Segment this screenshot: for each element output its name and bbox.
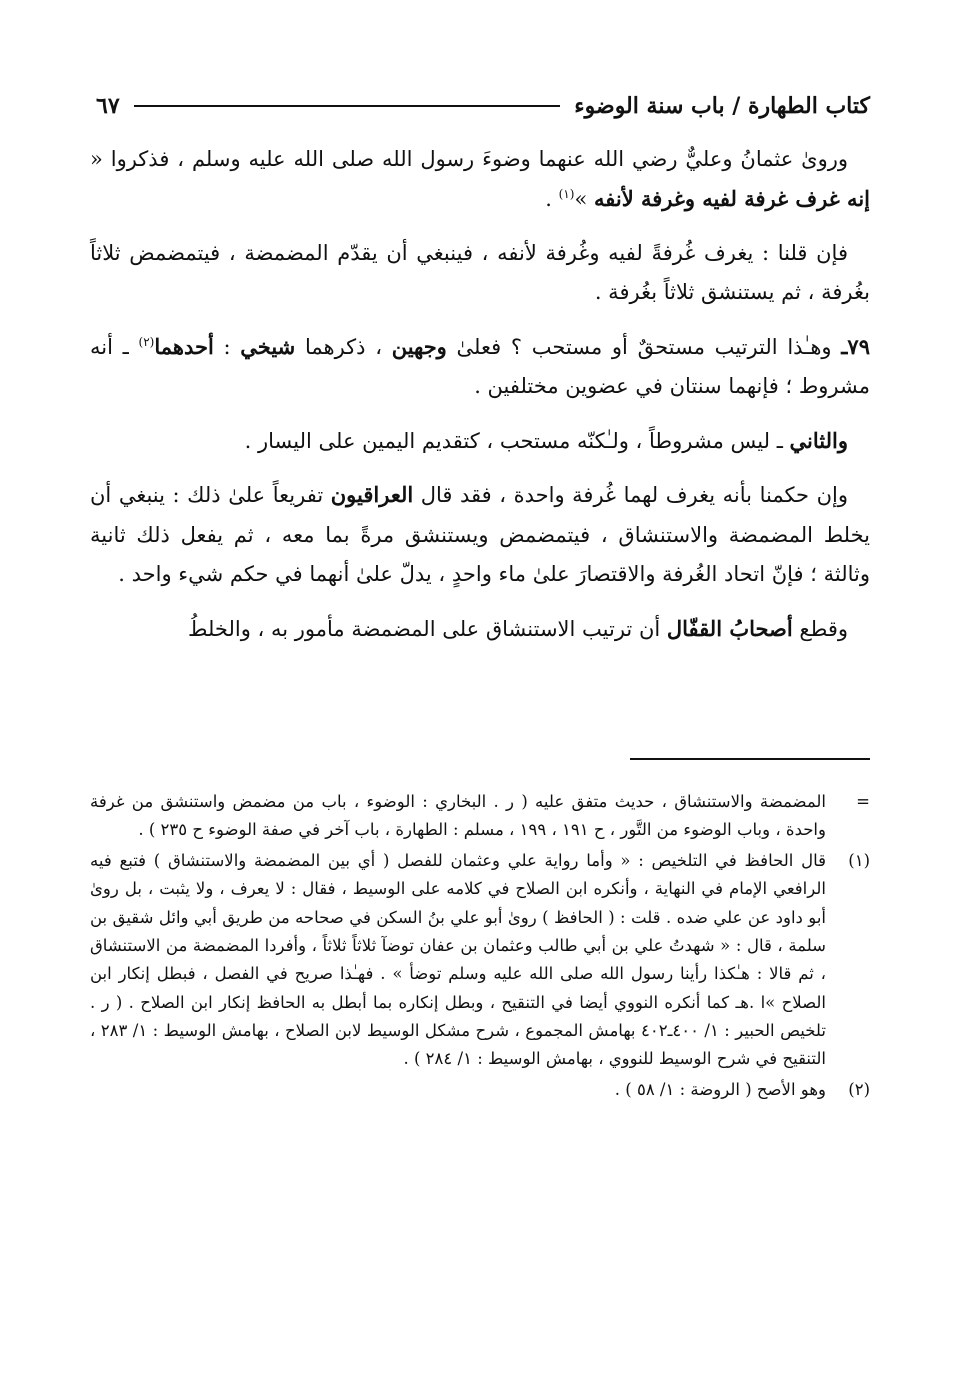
- p5-text-a: وإن حكمنا بأنه يغرف لهما غُرفة واحدة ، فقد قال: [413, 483, 848, 508]
- p1-text: وروىٰ عثمانُ وعليٌّ رضي الله عنهما وضوءَ رسول الله صلى الله عليه وسلم ، فذكروا «: [90, 147, 848, 171]
- p1-end: .: [545, 187, 559, 212]
- section-number: ٧٩ـ: [841, 333, 870, 359]
- paragraph-2: فإن قلنا : يغرف غُرفةً لفيه وغُرفة لأنفه ، فينبغي أن يقدّم المضمضة ، فيتمضمض ثلاثاً بغُرفة ، ثم يستنشق ثلاثاً بغُرفة .: [90, 240, 870, 305]
- paragraph-1: [90, 140, 870, 220]
- footnote-1: [90, 847, 870, 1074]
- p6-text-b: أن ترتيب الاستنشاق على المضمضة مأمور به ، والخلطُ: [188, 616, 667, 641]
- paragraph-4: [90, 421, 870, 461]
- footnote-2: [90, 1076, 870, 1104]
- p6-text-a: وقطع: [792, 616, 848, 641]
- p6-bold-qaffal: أصحابُ القفّال: [666, 615, 793, 641]
- p4-text: ـ ليس مشروطاً ، ولـٰكنّه مستحب ، كتقديم اليمين على اليسار .: [244, 428, 790, 453]
- footnote-mark: (٢): [848, 1079, 870, 1099]
- p3-bold-shaykhi: شيخي: [240, 333, 296, 359]
- p3-bold-ahaduhuma: أحدهما: [154, 333, 214, 359]
- paragraph-6: [90, 609, 870, 649]
- p3-text-a: وهـٰذا الترتيب مستحقٌ أو مستحب ؟ فعلىٰ: [446, 334, 842, 359]
- p3-bold-wajhayn: وجهين: [391, 333, 447, 359]
- chapter-title: كتاب الطهارة / باب سنة الوضوء: [574, 93, 870, 119]
- page-number: ٦٧: [96, 93, 120, 119]
- p3-text-c: :: [213, 334, 241, 359]
- p1-quote: إنه غرف غرفة لفيه وغرفة لأنفه: [593, 186, 870, 212]
- paragraph-5: [90, 475, 870, 594]
- footnote-ref-1[interactable]: (١): [558, 187, 575, 202]
- footnote-separator: [630, 758, 870, 760]
- footnote-mark: (١): [848, 850, 870, 870]
- running-header: [90, 88, 870, 124]
- p3-text-d: ـ أنه مشروط ؛ فإنهما سنتان في عضوين مختلفين .: [90, 334, 870, 399]
- footnote-ref-2[interactable]: (٢): [138, 334, 155, 349]
- paragraph-3: [90, 327, 870, 407]
- footnote-text: قال الحافظ في التلخيص : « وأما رواية علي وعثمان للفصل ( أي بين المضمضة والاستنشاق ) فتبع فيه الرافعي الإمام في النهاية ، وأنكره ابن الصلاح في كلامه على الوسيط ، فقال : لا يعرف ، ولا يثبت ، بل روىٰ أبو داود عن علي ضده . قلت : ( الحافظ ) روىٰ أبو علي بنُ السكن في صحاحه من طريق أبي وائل شقيق بن سلمة ، قال : « شهدتُ علي بن أبي طالب وعثمان بن عفان توضآ ثلاثاً ثلاثاً ، وأفردا المضمضة من الاستنشاق ، ثم قالا : هـٰكذا رأينا رسول الله صلى الله عليه وسلم توضأ » . فهـٰذا صريح في الفصل ، فبطل إنكار ابن الصلاح »ا .هـ كما أنكره النووي أيضا في التنقيح ، وبطل إنكاره بما أبطل به الحافظ إنكار ابن الصلاح . ( ر . تلخيص الحبير : ١/ ٤٠٠ـ٤٠٢ بهامش المجموع ، شرح مشكل الوسيط لابن الصلاح ، بهامش الوسيط : ١/ ٢٨٣ ، التنقيح في شرح الوسيط للنووي ، بهامش الوسيط : ١/ ٢٨٤ ) .: [90, 850, 826, 1069]
- header-rule: [134, 105, 561, 107]
- p1-quote-close: »: [574, 187, 594, 212]
- p3-text-b: ، ذكرهما: [295, 334, 392, 359]
- book-page: [90, 0, 870, 1393]
- footnote-mark: =: [856, 792, 870, 811]
- main-text: [90, 140, 870, 663]
- footnote-text: وهو الأصح ( الروضة : ١/ ٥٨ ) .: [614, 1079, 826, 1099]
- footnotes: [90, 788, 870, 1106]
- footnote-continued: [90, 788, 870, 845]
- p4-bold-thani: والثاني: [789, 427, 848, 453]
- p5-bold-iraqiyyun: العراقيون: [330, 482, 414, 508]
- footnote-text: المضمضة والاستنشاق ، حديث متفق عليه ( ر . البخاري : الوضوء ، باب من مضمض واستنشق من غرفة واحدة ، وباب الوضوء من التَّور ، ح ١٩١ ، ١٩٩ ، مسلم : الطهارة ، باب آخر في صفة الوضوء ح ٢٣٥ ) .: [90, 792, 826, 840]
- p5-text-b: تفريعاً علىٰ ذلك : ينبغي أن يخلط المضمضة والاستنشاق ، فيتمضمض ويستنشق مرةً بما معه ، ثم يفعل ذلك ثانية وثالثة ؛ فإنّ اتحاد الغُرفة والاقتصارَ علىٰ ماء واحدٍ ، يدلّ علىٰ أنهما في حكم شيء واحد .: [90, 483, 870, 587]
